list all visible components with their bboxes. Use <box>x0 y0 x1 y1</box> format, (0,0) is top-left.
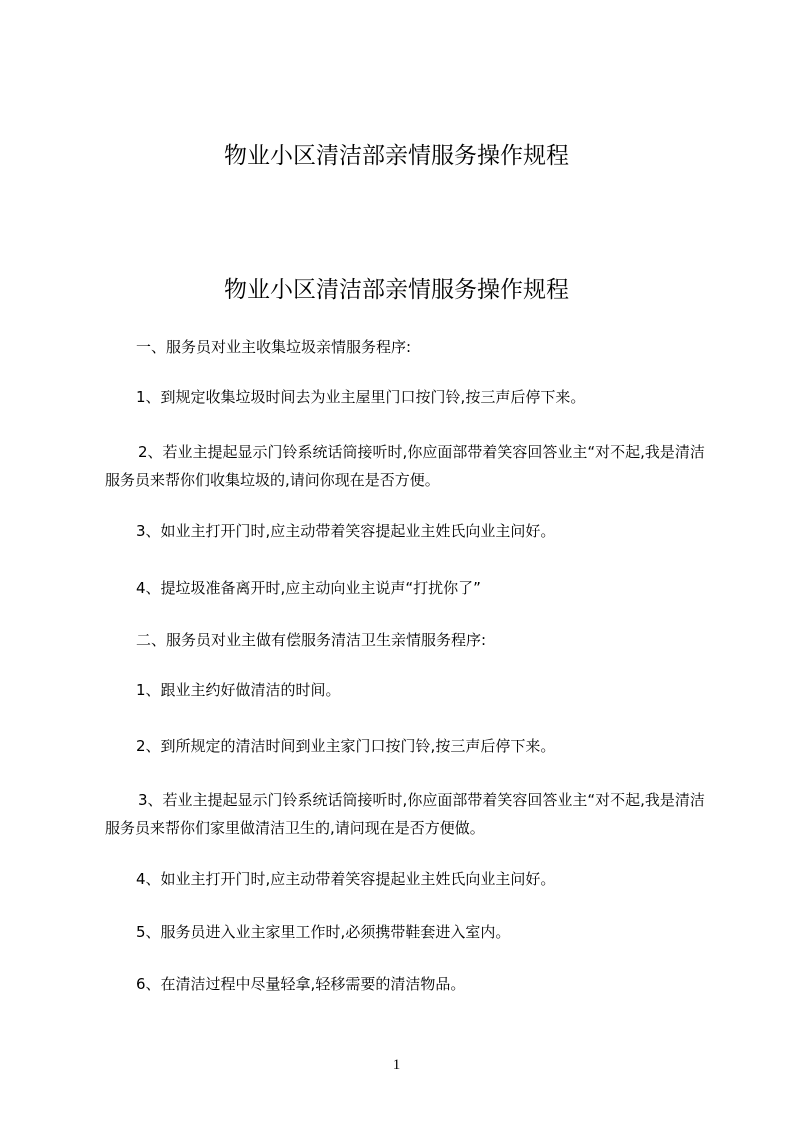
body-paragraph: 2、到所规定的清洁时间到业主家门口按门铃,按三声后停下来。 <box>136 737 556 755</box>
body-paragraph: 1、到规定收集垃圾时间去为业主屋里门口按门铃,按三声后停下来。 <box>136 388 586 406</box>
document-title: 物业小区清洁部亲情服务操作规程 <box>224 277 569 303</box>
body-paragraph: 4、如业主打开门时,应主动带着笑容提起业主姓氏向业主问好。 <box>136 870 556 888</box>
body-paragraph: 3、若业主提起显示门铃系统话筒接听时,你应面部带着笑容回答业主“对不起,我是清洁服务员来帮你们家里做清洁卫生的,请问现在是否方便做。 <box>105 791 705 837</box>
page-number: 1 <box>392 1057 401 1073</box>
body-paragraph: 6、在清洁过程中尽量轻拿,轻移需要的清洁物品。 <box>136 975 466 993</box>
document-title: 物业小区清洁部亲情服务操作规程 <box>224 143 569 169</box>
body-paragraph: 5、服务员进入业主家里工作时,必须携带鞋套进入室内。 <box>136 923 511 941</box>
section-heading: 二、服务员对业主做有偿服务清洁卫生亲情服务程序: <box>136 631 487 649</box>
body-paragraph: 1、跟业主约好做清洁的时间。 <box>136 681 341 699</box>
section-heading: 一、服务员对业主收集垃圾亲情服务程序: <box>136 338 412 356</box>
body-paragraph: 2、若业主提起显示门铃系统话筒接听时,你应面部带着笑容回答业主“对不起,我是清洁服务员来帮你们收集垃圾的,请问你现在是否方便。 <box>105 443 705 489</box>
body-paragraph: 3、如业主打开门时,应主动带着笑容提起业主姓氏向业主问好。 <box>136 522 556 540</box>
body-paragraph: 4、提垃圾准备离开时,应主动向业主说声“打扰你了” <box>136 579 481 597</box>
